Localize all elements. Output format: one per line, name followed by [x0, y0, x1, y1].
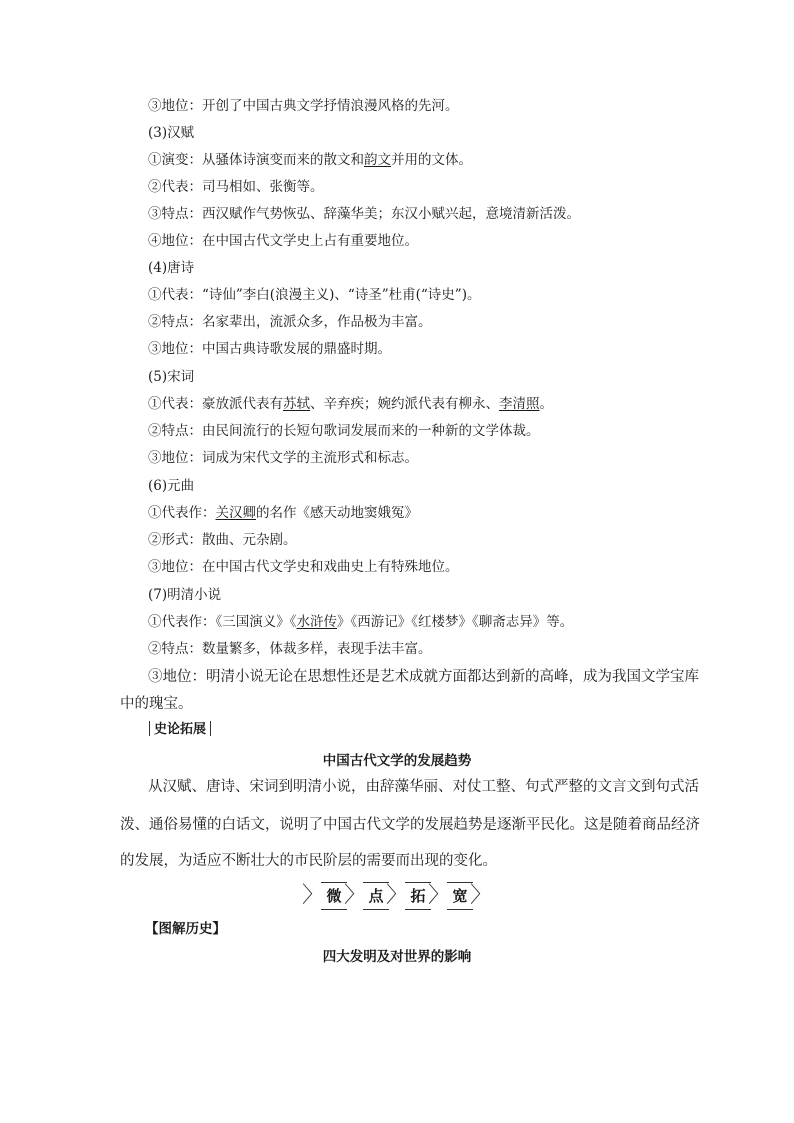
tag-bar-left: [149, 721, 150, 736]
section-heading-song-ci: (5)宋词: [148, 369, 195, 385]
chevron-right-icon: 〉: [428, 883, 451, 908]
banner-char: 宽: [447, 882, 473, 910]
text-span: 并用的文体。: [391, 152, 472, 168]
text-span: 的名作《感天动地窦娥冤》: [256, 505, 418, 521]
figure-title: 四大发明及对世界的影响: [322, 949, 472, 965]
chevron-right-icon: 〉: [470, 883, 493, 908]
chevron-right-icon: 〉: [301, 883, 324, 908]
banner-inner: [301, 882, 493, 910]
banner-char: 点: [363, 882, 389, 910]
text-line: ④地位：在中国古代文学史上占有重要地位。: [148, 233, 418, 249]
text-line: ②形式：散曲、元杂剧。: [148, 532, 297, 548]
underlined-term: 韵文: [364, 152, 391, 168]
paragraph-line-1: 从汉赋、唐诗、宋词到明清小说，由辞藻华丽、对仗工整、句式严整的文言文到句式活: [148, 779, 699, 795]
text-line: [148, 151, 472, 169]
paragraph-line-2: 泼、通俗易懂的白话文，说明了中国古代文学的发展趋势是逐渐平民化。这是随着商品经济: [120, 817, 700, 833]
text-line: ①代表：“诗仙”李白(浪漫主义)、“诗圣”杜甫(“诗史”)。: [148, 287, 481, 303]
text-span: ①代表作：《三国演义》《: [148, 614, 297, 630]
text-span: ①代表作：: [148, 505, 216, 521]
text-span: ①代表：豪放派代表有: [148, 396, 283, 412]
text-line: [148, 395, 553, 413]
figure-label: 【图解历史】: [145, 921, 226, 937]
chevron-right-icon: 〉: [343, 883, 366, 908]
paragraph-line-3: 的发展，为适应不断壮大的市民阶层的需要而出现的变化。: [120, 853, 497, 869]
text-line: ②特点：由民间流行的长短句歌词发展而来的一种新的文学体裁。: [148, 423, 540, 439]
underlined-term: 李清照: [499, 396, 540, 412]
text-span: 、辛弃疾；婉约派代表有柳永、: [310, 396, 499, 412]
text-span: ①演变：从骚体诗演变而来的散文和: [148, 152, 364, 168]
banner-weidian-tuokuan: [0, 882, 794, 910]
text-line: ③地位：开创了中国古典文学抒情浪漫风格的先河。: [148, 98, 459, 114]
underlined-term: 水浒传: [296, 614, 337, 630]
text-span: 。: [539, 396, 553, 412]
section-heading-yuan-qu: (6)元曲: [148, 478, 195, 494]
banner-char: 拓: [405, 882, 431, 910]
section-heading-ming-qing-novels: (7)明清小说: [148, 587, 222, 603]
text-line: [148, 613, 573, 631]
text-line: ③地位：词成为宋代文学的主流形式和标志。: [148, 450, 418, 466]
section-heading-han-fu: (3)汉赋: [148, 125, 195, 141]
banner-char: 微: [321, 882, 347, 910]
underlined-term: 苏轼: [283, 396, 310, 412]
text-line: 中的瑰宝。: [120, 696, 193, 712]
tag-bar-right: [210, 721, 211, 736]
section-title: 中国古代文学的发展趋势: [322, 753, 472, 769]
text-span: 》《西游记》《红楼梦》《聊斋志异》等。: [337, 614, 574, 630]
section-heading-tang-poetry: (4)唐诗: [148, 260, 195, 276]
text-line: [148, 504, 418, 522]
extension-tag-label: 史论拓展: [154, 722, 207, 737]
extension-tag: [145, 721, 215, 739]
underlined-term: 关汉卿: [215, 505, 256, 521]
text-line: ②特点：数量繁多，体裁多样，表现手法丰富。: [148, 641, 432, 657]
text-line: ③地位：明清小说无论在思想性还是艺术成就方面都达到新的高峰，成为我国文学宝库: [148, 669, 699, 685]
text-line: ③地位：中国古典诗歌发展的鼎盛时期。: [148, 341, 391, 357]
text-line: ③地位：在中国古代文学史和戏曲史上有特殊地位。: [148, 559, 459, 575]
chevron-right-icon: 〉: [385, 883, 408, 908]
text-line: ③特点：西汉赋作气势恢弘、辞藻华美；东汉小赋兴起，意境清新活泼。: [148, 206, 580, 222]
text-line: ②特点：名家辈出，流派众多，作品极为丰富。: [148, 314, 432, 330]
text-line: ②代表：司马相如、张衡等。: [148, 179, 324, 195]
